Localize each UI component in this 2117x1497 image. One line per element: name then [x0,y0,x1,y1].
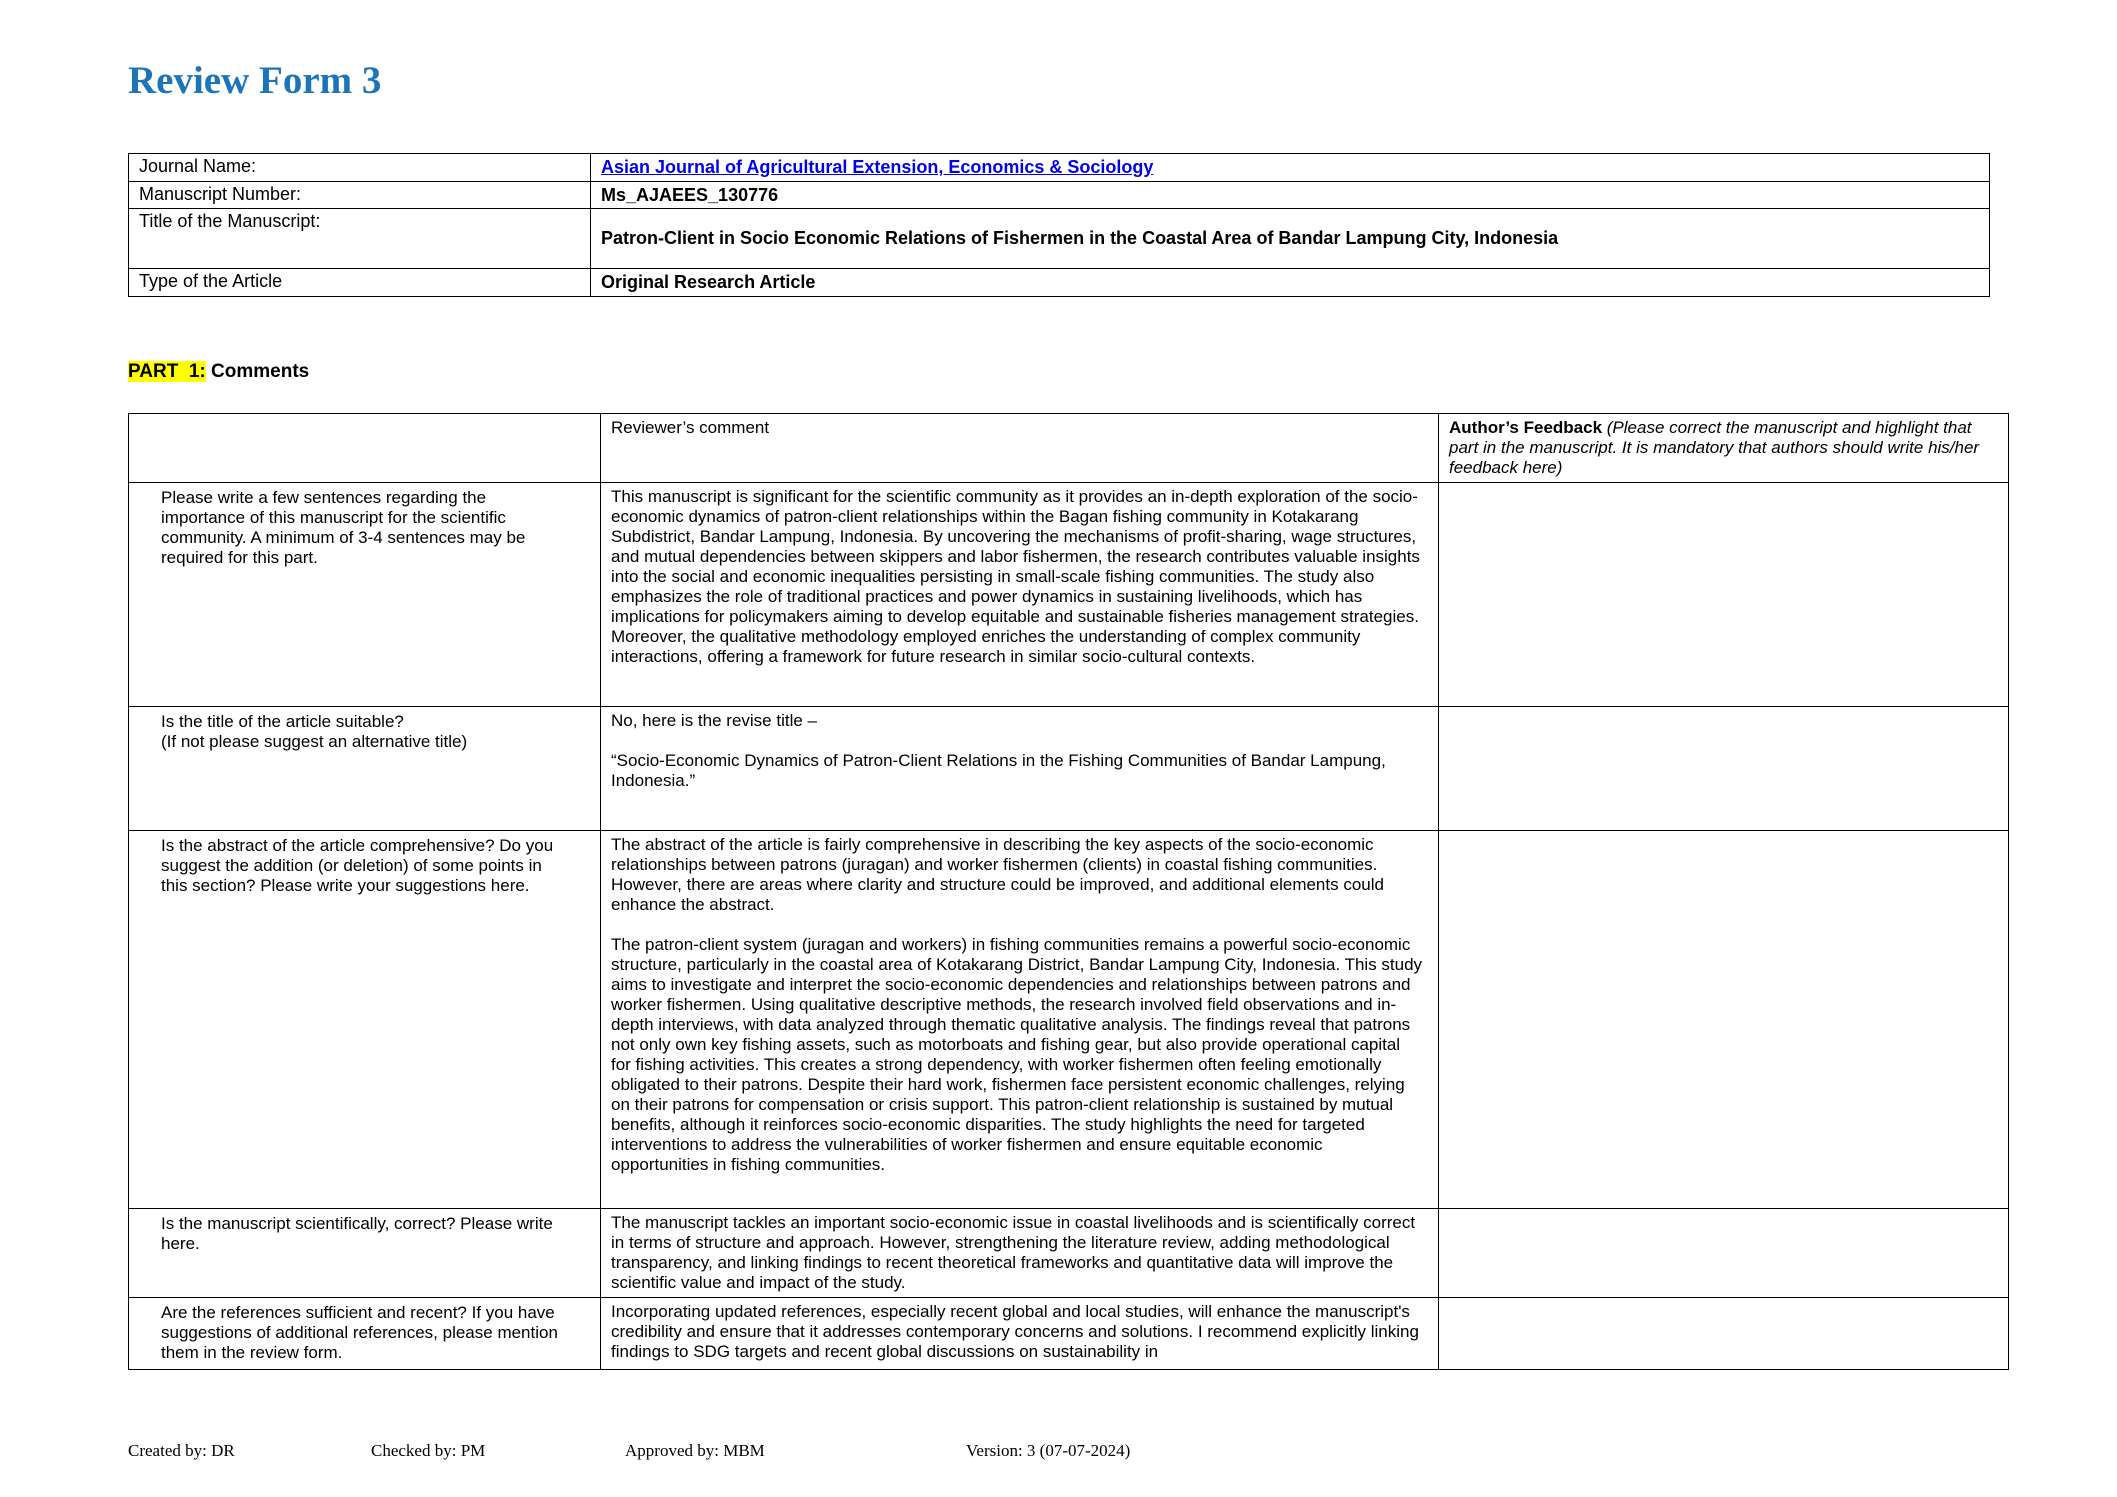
author-feedback-cell[interactable] [1439,1209,2009,1298]
question-cell [129,707,601,831]
question-cell [129,1298,601,1370]
journal-name-link[interactable]: Asian Journal of Agricultural Extension, Economics & Sociology [601,157,1154,177]
question-line: Is the abstract of the article comprehensive? Do you suggest the addition (or deletion) of some points in this section? Please write your suggestions here. [161,836,554,895]
info-row [129,269,1990,297]
question-cell [129,1209,601,1298]
comments-header-reviewer: Reviewer’s comment [601,414,1439,483]
reviewer-comment-paragraph: The manuscript tackles an important socio-economic issue in coastal livelihoods and is scientifically correct in terms of structure and approach. However, strengthening the literature review, adding methodological transparency, and linking findings to recent theoretical frameworks and quantitative data will improve the scientific value and impact of the study. [611,1213,1416,1292]
info-row [129,209,1990,269]
author-feedback-cell[interactable] [1439,707,2009,831]
comments-row [129,831,2009,1209]
reviewer-comment-cell [601,707,1439,831]
comments-row [129,483,2009,707]
author-feedback-cell[interactable] [1439,831,2009,1209]
author-feedback-cell[interactable] [1439,1298,2009,1370]
info-row [129,182,1990,209]
reviewer-comment-paragraph: “Socio-Economic Dynamics of Patron-Client Relations in the Fishing Communities of Bandar Lampung, Indonesia.” [611,751,1386,790]
info-label: Type of the Article [129,269,591,297]
part1-label-highlighted: PART 1: [128,361,206,382]
info-label: Title of the Manuscript: [129,209,591,269]
page-title: Review Form 3 [128,59,382,102]
comments-table-body [129,483,2009,1370]
manuscript-info-table [128,153,1990,297]
comments-table [128,413,2009,1370]
reviewer-comment-paragraph: No, here is the revise title – [611,711,817,730]
part1-heading [128,361,309,383]
info-label: Journal Name: [129,154,591,182]
footer-checked-by: Checked by: PM [371,1441,486,1460]
question-line: Is the title of the article suitable? [161,712,404,731]
question-line: Please write a few sentences regarding the importance of this manuscript for the scientific community. A minimum of 3-4 sentences may be required for this part. [161,488,526,567]
reviewer-comment-paragraph: Incorporating updated references, especially recent global and local studies, will enhance the manuscript's credibility and ensure that it addresses contemporary concerns and solutions. I recommend explicitly linking findings to SDG targets and recent global discussions on sustainability in [611,1302,1419,1361]
info-value: Patron-Client in Socio Economic Relations of Fishermen in the Coastal Area of Bandar Lampung City, Indonesia [591,209,1990,269]
reviewer-comment-cell [601,831,1439,1209]
info-row [129,154,1990,182]
reviewer-comment-paragraph: The patron-client system (juragan and workers) in fishing communities remains a powerful socio-economic structure, particularly in the coastal area of Kotakarang District, Bandar Lampung City, Indonesia. This study aims to investigate and interpret the socio-economic dependencies and relationships between patrons and worker fishermen. Using qualitative descriptive methods, the research involved field observations and in-depth interviews, with data analyzed through thematic qualitative analysis. The findings reveal that patrons not only own key fishing assets, such as motorboats and fishing gear, but also provide operational capital for fishing activities. This creates a strong dependency, with worker fishermen often feeling emotionally obligated to their patrons. Despite their hard work, fishermen face persistent economic challenges, relying on their patrons for compensation or crisis support. This patron-client relationship is sustained by mutual benefits, although it reinforces socio-economic disparities. The study highlights the need for targeted interventions to address the vulnerabilities of worker fishermen and ensure equitable economic opportunities in fishing communities. [611,935,1423,1174]
question-line: Is the manuscript scientifically, correct? Please write here. [161,1214,553,1253]
question-line: (If not please suggest an alternative title) [161,732,468,751]
reviewer-comment-paragraph: The abstract of the article is fairly comprehensive in describing the key aspects of the socio-economic relationships between patrons (juragan) and worker fishermen (clients) in coastal fishing communities. However, there are areas where clarity and structure could be improved, and additional elements could enhance the abstract. [611,835,1384,914]
author-feedback-note: (Please correct the manuscript and highlight that part in the manuscript. It is mandatory that authors should write his/her feedback here) [1449,418,1980,477]
reviewer-comment-cell [601,483,1439,707]
comments-row [129,1298,2009,1370]
question-cell [129,831,601,1209]
comments-header-author [1439,414,2009,483]
info-value: Original Research Article [591,269,1990,297]
comments-row [129,707,2009,831]
comments-row [129,1209,2009,1298]
reviewer-comment-paragraph: This manuscript is significant for the scientific community as it provides an in-depth exploration of the socio-economic dynamics of patron-client relationships within the Bagan fishing community in Kotakarang Subdistrict, Bandar Lampung, Indonesia. By uncovering the mechanisms of profit-sharing, wage structures, and mutual dependencies between skippers and labor fishermen, the research contributes valuable insights into the social and economic inequalities persisting in small-scale fishing communities. The study also emphasizes the role of traditional practices and power dynamics in sustaining livelihoods, which has implications for policymakers aiming to develop equitable and sustainable fisheries management strategies. Moreover, the qualitative methodology employed enriches the understanding of complex community interactions, offering a framework for future research in similar socio-cultural contexts. [611,487,1420,666]
comments-header-question [129,414,601,483]
footer-approved-by: Approved by: MBM [625,1441,765,1460]
author-feedback-cell[interactable] [1439,483,2009,707]
info-value: Ms_AJAEES_130776 [591,182,1990,209]
manuscript-info-body [129,154,1990,297]
reviewer-comment-cell [601,1298,1439,1370]
part1-heading-text: Comments [205,361,310,382]
footer-version: Version: 3 (07-07-2024) [966,1441,1131,1460]
question-line: Are the references sufficient and recent? If you have suggestions of additional references, please mention them in the review form. [161,1303,558,1362]
question-cell [129,483,601,707]
reviewer-comment-cell [601,1209,1439,1298]
info-value [591,154,1990,182]
info-label: Manuscript Number: [129,182,591,209]
author-feedback-title: Author’s Feedback [1449,418,1607,437]
comments-header-row [129,414,2009,483]
footer-created-by: Created by: DR [128,1441,235,1460]
